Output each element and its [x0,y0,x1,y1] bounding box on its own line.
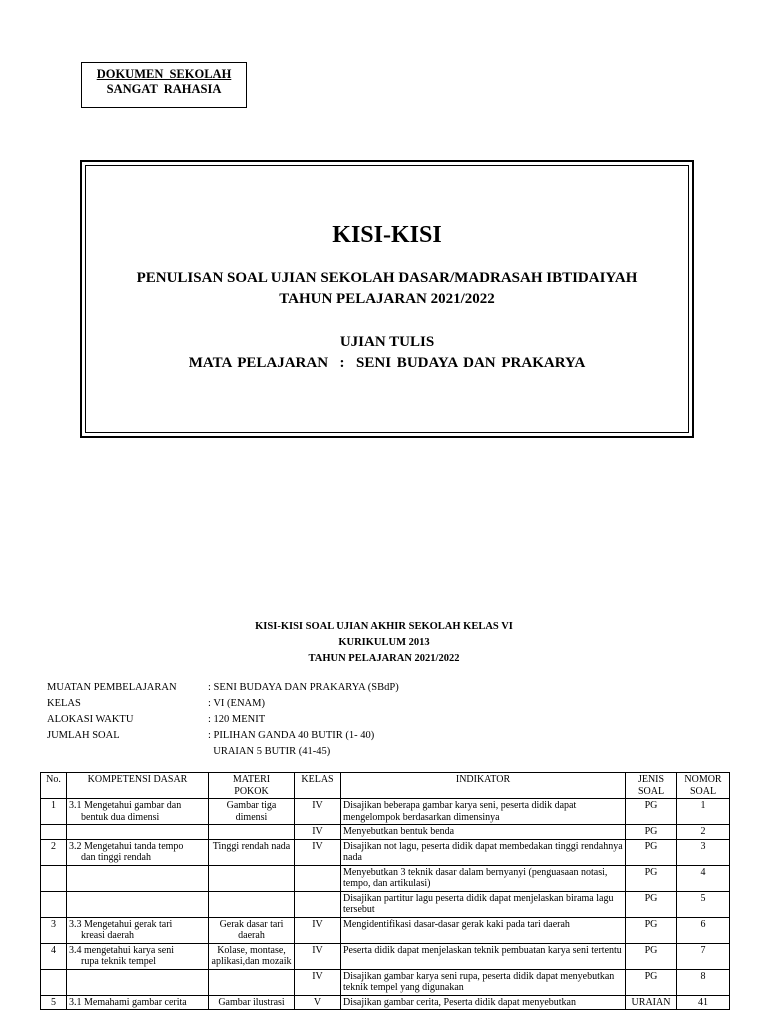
section-heading-line1: KISI-KISI SOAL UJIAN AKHIR SEKOLAH KELAS VI [255,621,513,632]
meta-row [47,712,399,728]
cover-subtitle-line1: PENULISAN SOAL UJIAN SEKOLAH DASAR/MADRASAH IBTIDAIYAH [136,270,638,286]
meta-row [47,728,399,744]
cell-kompetensi-dasar [67,839,209,865]
cell-materi: Tinggi rendah nada [209,839,295,865]
cell-jenis: URAIAN [626,995,677,1010]
kd-line1: 3.1 Mengetahui gambar dan [69,800,182,811]
header-materi-pokok [209,773,295,799]
cell-kompetensi-dasar [67,891,209,917]
cell-no: 3 [41,917,67,943]
cell-indikator: Peserta didik dapat menjelaskan teknik pembuatan karya seni tertentu [341,943,626,969]
badge-line2: SANGAT RAHASIA [106,82,222,96]
kd-line1: 3.2 Mengetahui tanda tempo [69,840,184,852]
cover-title: KISI-KISI [332,222,442,248]
cell-jenis: PG [626,825,677,840]
confidential-badge [81,62,247,108]
kd-line2: dan tinggi rendah [81,852,151,863]
cell-kelas: IV [295,917,341,943]
cell-materi: Gerak dasar tari daerah [209,917,295,943]
cell-kelas: IV [295,799,341,825]
cell-indikator: Disajikan not lagu, peserta didik dapat membedakan tinggi rendahnya nada [341,839,626,865]
cell-kompetensi-dasar [67,995,209,1010]
cell-materi: Gambar tiga dimensi [209,799,295,825]
cell-no [41,825,67,840]
cell-no [41,891,67,917]
kisi-table [40,772,730,1010]
cell-nomor: 5 [677,891,730,917]
header-nomor-line1: NOMOR [684,774,722,785]
meta-key [47,744,208,760]
cell-nomor: 8 [677,969,730,995]
cell-nomor: 41 [677,995,730,1010]
cell-nomor: 1 [677,799,730,825]
header-jenis-soal [626,773,677,799]
exam-metadata [47,680,399,760]
cell-no: 1 [41,799,67,825]
cell-indikator: Disajikan gambar karya seni rupa, peserta didik dapat menyebutkan teknik tempel yang digunakan [341,969,626,995]
cell-materi [209,825,295,840]
table-row [41,839,730,865]
cell-no: 2 [41,839,67,865]
cell-kelas [295,891,341,917]
meta-key: ALOKASI WAKTU [47,714,134,725]
meta-value: : PILIHAN GANDA 40 BUTIR (1- 40) [208,730,375,741]
cell-nomor: 3 [677,839,730,865]
kd-line2: rupa teknik tempel [81,956,156,967]
cell-kelas: V [295,995,341,1010]
cell-kelas: IV [295,969,341,995]
header-kelas: KELAS [295,773,341,799]
cover-subtitle-line2: TAHUN PELAJARAN 2021/2022 [279,291,495,307]
meta-value: : SENI BUDAYA DAN PRAKARYA (SBdP) [208,682,399,693]
cell-materi [209,891,295,917]
cover-exam-type: UJIAN TULIS [339,334,435,350]
header-materi-line1: MATERI [232,774,271,785]
cell-no [41,969,67,995]
header-indikator: INDIKATOR [341,773,626,799]
cell-jenis: PG [626,865,677,891]
cell-indikator: Menyebutkan 3 teknik dasar dalam bernyanyi (penguasaan notasi, tempo, dan artikulasi) [341,865,626,891]
section-heading [0,619,768,667]
cell-indikator: Disajikan gambar cerita, Peserta didik dapat menyebutkan [341,995,626,1010]
table-row [41,891,730,917]
cell-jenis: PG [626,969,677,995]
kd-line2: bentuk dua dimensi [81,811,160,823]
cell-kelas [295,865,341,891]
kd-line1: 3.1 Memahami gambar cerita [69,996,187,1008]
header-jenis-line2: SOAL [637,785,665,797]
meta-row [47,744,399,760]
cell-no: 4 [41,943,67,969]
cell-jenis: PG [626,943,677,969]
meta-value: : VI (ENAM) [208,698,265,709]
header-nomor-soal [677,773,730,799]
cell-kompetensi-dasar [67,825,209,840]
cell-jenis: PG [626,839,677,865]
cover-frame [80,160,694,438]
cell-kelas: IV [295,839,341,865]
cell-kompetensi-dasar [67,865,209,891]
meta-key: JUMLAH SOAL [47,730,120,741]
cell-kompetensi-dasar [67,969,209,995]
section-heading-line2: KURIKULUM 2013 [338,637,430,648]
cell-kompetensi-dasar [67,943,209,969]
cell-indikator: Disajikan partitur lagu peserta didik dapat menjelaskan birama lagu tersebut [341,891,626,917]
cell-materi [209,865,295,891]
kd-line1: 3.4 mengetahui karya seni [69,944,174,956]
cell-indikator: Mengidentifikasi dasar-dasar gerak kaki pada tari daerah [341,917,626,943]
cell-no: 5 [41,995,67,1010]
cover-exam-info [82,332,692,374]
cell-materi: Gambar ilustrasi [209,995,295,1010]
cell-nomor: 6 [677,917,730,943]
section-heading-line3: TAHUN PELAJARAN 2021/2022 [308,653,460,664]
table-row [41,943,730,969]
meta-key: KELAS [47,698,81,709]
table-row [41,995,730,1010]
cell-kelas: IV [295,943,341,969]
table-row [41,969,730,995]
table-header-row [41,773,730,799]
cell-materi [209,969,295,995]
cell-kompetensi-dasar [67,799,209,825]
table-row [41,799,730,825]
cover-subtitle [82,268,692,310]
header-no: No. [41,773,67,799]
badge-line1: DOKUMEN SEKOLAH [96,67,232,81]
cell-no [41,865,67,891]
cover-subject: MATA PELAJARAN : SENI BUDAYA DAN PRAKARYA [188,355,586,371]
header-nomor-line2: SOAL [689,785,717,797]
table-row [41,825,730,840]
cell-nomor: 2 [677,825,730,840]
cell-kelas: IV [295,825,341,840]
header-jenis-line1: JENIS [637,774,665,785]
meta-key: MUATAN PEMBELAJARAN [47,682,177,693]
cell-jenis: PG [626,917,677,943]
cell-jenis: PG [626,799,677,825]
table-row [41,917,730,943]
header-materi-line2: POKOK [234,785,269,797]
cell-jenis: PG [626,891,677,917]
cell-kompetensi-dasar [67,917,209,943]
meta-value: URAIAN 5 BUTIR (41-45) [208,746,331,757]
cell-indikator: Menyebutkan bentuk benda [341,825,626,840]
cell-nomor: 4 [677,865,730,891]
meta-row [47,696,399,712]
kd-line1: 3.3 Mengetahui gerak tari [69,918,173,930]
kd-line2: kreasi daerah [81,930,135,941]
meta-row [47,680,399,696]
header-kompetensi-dasar: KOMPETENSI DASAR [67,773,209,799]
cell-indikator: Disajikan beberapa gambar karya seni, peserta didik dapat mengelompok berdasarkan dimensinya [341,799,626,825]
cell-nomor: 7 [677,943,730,969]
table-row [41,865,730,891]
cell-materi: Kolase, montase, aplikasi,dan mozaik [209,943,295,969]
meta-value: : 120 MENIT [208,714,266,725]
